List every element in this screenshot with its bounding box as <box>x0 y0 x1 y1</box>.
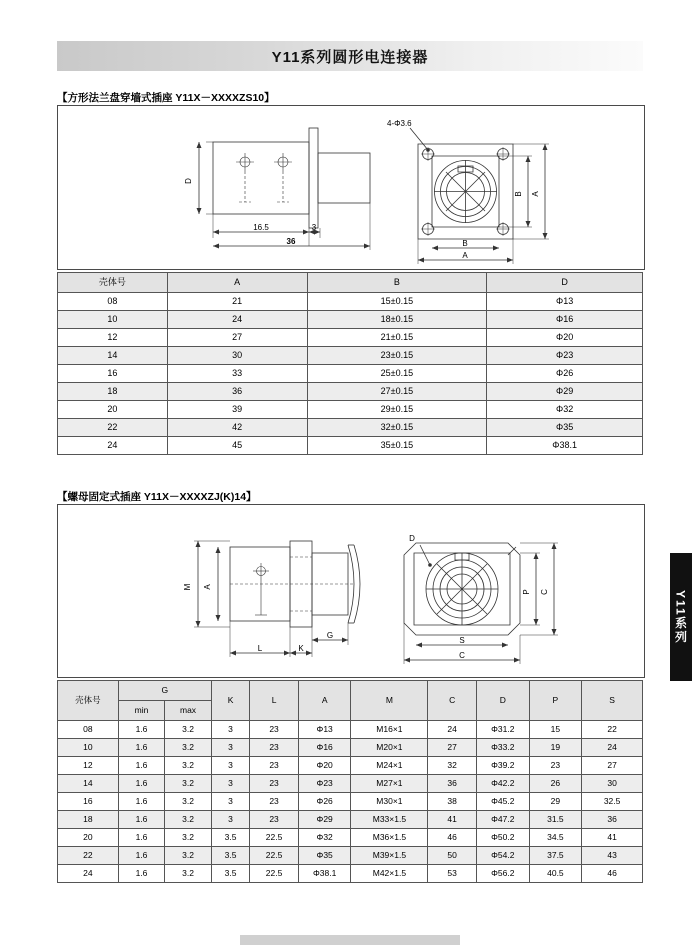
cell-k: 3 <box>211 757 249 775</box>
cell-p: 15 <box>529 721 582 739</box>
cell-a: 45 <box>167 437 307 455</box>
cell-a: Φ38.1 <box>298 865 351 883</box>
side-tab-label: Y11系列 <box>673 589 688 645</box>
cell-g-max: 3.2 <box>165 721 212 739</box>
cell-g-min: 1.6 <box>118 829 165 847</box>
cell-shell: 20 <box>58 401 168 419</box>
cell-shell: 24 <box>58 865 119 883</box>
cell-b: 27±0.15 <box>307 383 487 401</box>
cell-l: 23 <box>250 811 299 829</box>
cell-l: 23 <box>250 757 299 775</box>
cell-l: 23 <box>250 721 299 739</box>
page-title: Y11系列圆形电连接器 <box>271 48 429 66</box>
cell-p: 23 <box>529 757 582 775</box>
cell-a: Φ26 <box>298 793 351 811</box>
cell-l: 23 <box>250 793 299 811</box>
table-row <box>58 311 643 329</box>
cell-k: 3 <box>211 721 249 739</box>
label-A-horz: A <box>462 251 468 260</box>
page-header-banner <box>57 41 643 71</box>
cell-p: 37.5 <box>529 847 582 865</box>
table-nut-mount-dimensions <box>57 680 643 883</box>
cell-g-min: 1.6 <box>118 865 165 883</box>
cell-a: 27 <box>167 329 307 347</box>
cell-d: Φ31.2 <box>476 721 529 739</box>
cell-shell: 18 <box>58 383 168 401</box>
cell-g-min: 1.6 <box>118 739 165 757</box>
side-tab-series <box>670 553 692 681</box>
table-row <box>58 829 643 847</box>
cell-shell: 08 <box>58 721 119 739</box>
cell-k: 3 <box>211 775 249 793</box>
cell-a: Φ32 <box>298 829 351 847</box>
cell-m: M42×1.5 <box>351 865 428 883</box>
col-header-shell-2: 壳体号 <box>58 681 119 721</box>
cell-p: 19 <box>529 739 582 757</box>
cell-p: 31.5 <box>529 811 582 829</box>
table-row <box>58 847 643 865</box>
cell-a: Φ20 <box>298 757 351 775</box>
cell-g-max: 3.2 <box>165 793 212 811</box>
label-D-1: D <box>184 178 193 184</box>
table-row <box>58 293 643 311</box>
col-header-g: G <box>118 681 211 701</box>
cell-shell: 14 <box>58 775 119 793</box>
cell-d: Φ26 <box>487 365 643 383</box>
label-G: G <box>326 631 334 640</box>
section-title-1: 【方形法兰盘穿墙式插座 Y11X－XXXXZS10】 <box>57 92 275 104</box>
col-header-d: D <box>487 273 643 293</box>
cell-k: 3 <box>211 811 249 829</box>
table-row <box>58 401 643 419</box>
cell-a: Φ13 <box>298 721 351 739</box>
cell-d: Φ47.2 <box>476 811 529 829</box>
label-P: P <box>522 589 531 595</box>
cell-a: Φ16 <box>298 739 351 757</box>
cell-a: 21 <box>167 293 307 311</box>
cell-d: Φ23 <box>487 347 643 365</box>
cell-a: 42 <box>167 419 307 437</box>
cell-c: 32 <box>428 757 477 775</box>
cell-b: 23±0.15 <box>307 347 487 365</box>
section-title-2: 【螺母固定式插座 Y11X－XXXXZJ(K)14】 <box>57 491 257 503</box>
drawing-svg-1 <box>58 106 642 267</box>
cell-s: 27 <box>582 757 643 775</box>
cell-l: 22.5 <box>250 865 299 883</box>
table-row <box>58 347 643 365</box>
drawing-svg-2 <box>58 505 642 675</box>
table-row <box>58 365 643 383</box>
cell-d: Φ45.2 <box>476 793 529 811</box>
cell-g-max: 3.2 <box>165 865 212 883</box>
cell-d: Φ42.2 <box>476 775 529 793</box>
cell-p: 34.5 <box>529 829 582 847</box>
footer-bar <box>240 935 460 945</box>
col-header-k: K <box>211 681 249 721</box>
cell-shell: 10 <box>58 739 119 757</box>
col-header-c: C <box>428 681 477 721</box>
label-A-vert: A <box>531 191 540 197</box>
cell-a: 36 <box>167 383 307 401</box>
table-row <box>58 329 643 347</box>
cell-shell: 20 <box>58 829 119 847</box>
col-header-l: L <box>250 681 299 721</box>
cell-c: 24 <box>428 721 477 739</box>
cell-g-max: 3.2 <box>165 775 212 793</box>
cell-c: 46 <box>428 829 477 847</box>
cell-a: Φ23 <box>298 775 351 793</box>
label-A-2: A <box>203 584 212 590</box>
table-row <box>58 757 643 775</box>
cell-b: 35±0.15 <box>307 437 487 455</box>
cell-b: 18±0.15 <box>307 311 487 329</box>
cell-a: 24 <box>167 311 307 329</box>
cell-a: 30 <box>167 347 307 365</box>
label-S: S <box>459 636 465 645</box>
table-row <box>58 811 643 829</box>
cell-g-min: 1.6 <box>118 775 165 793</box>
cell-shell: 16 <box>58 365 168 383</box>
label-36: 36 <box>286 237 296 246</box>
col-header-b: B <box>307 273 487 293</box>
cell-s: 32.5 <box>582 793 643 811</box>
cell-c: 38 <box>428 793 477 811</box>
cell-g-min: 1.6 <box>118 721 165 739</box>
cell-b: 15±0.15 <box>307 293 487 311</box>
col-header-m: M <box>351 681 428 721</box>
table-row <box>58 775 643 793</box>
cell-shell: 22 <box>58 847 119 865</box>
cell-c: 53 <box>428 865 477 883</box>
table-row <box>58 437 643 455</box>
cell-m: M39×1.5 <box>351 847 428 865</box>
cell-p: 29 <box>529 793 582 811</box>
cell-shell: 12 <box>58 329 168 347</box>
label-3: 3 <box>311 223 317 232</box>
cell-d: Φ32 <box>487 401 643 419</box>
cell-g-min: 1.6 <box>118 757 165 775</box>
cell-d: Φ54.2 <box>476 847 529 865</box>
label-16.5: 16.5 <box>253 223 269 232</box>
col-header-a-2: A <box>298 681 351 721</box>
cell-d: Φ35 <box>487 419 643 437</box>
cell-shell: 12 <box>58 757 119 775</box>
cell-s: 22 <box>582 721 643 739</box>
col-header-g-max: max <box>165 701 212 721</box>
cell-shell: 10 <box>58 311 168 329</box>
col-header-g-min: min <box>118 701 165 721</box>
table-row <box>58 383 643 401</box>
cell-m: M27×1 <box>351 775 428 793</box>
label-M: M <box>183 583 192 591</box>
table-flange-socket-dimensions <box>57 272 643 455</box>
cell-d: Φ56.2 <box>476 865 529 883</box>
table-header-row <box>58 273 643 293</box>
cell-d: Φ29 <box>487 383 643 401</box>
cell-g-max: 3.2 <box>165 739 212 757</box>
label-4-phi3.6: 4-Φ3.6 <box>387 119 412 128</box>
label-L: L <box>257 644 263 653</box>
cell-l: 22.5 <box>250 829 299 847</box>
col-header-d-2: D <box>476 681 529 721</box>
cell-d: Φ16 <box>487 311 643 329</box>
table-row <box>58 739 643 757</box>
cell-g-min: 1.6 <box>118 847 165 865</box>
cell-g-min: 1.6 <box>118 811 165 829</box>
cell-shell: 18 <box>58 811 119 829</box>
cell-s: 46 <box>582 865 643 883</box>
cell-shell: 16 <box>58 793 119 811</box>
cell-a: 33 <box>167 365 307 383</box>
cell-k: 3.5 <box>211 829 249 847</box>
cell-shell: 24 <box>58 437 168 455</box>
cell-l: 22.5 <box>250 847 299 865</box>
cell-p: 26 <box>529 775 582 793</box>
drawing-panel-nut-mount-socket <box>57 504 645 678</box>
cell-c: 50 <box>428 847 477 865</box>
cell-k: 3.5 <box>211 865 249 883</box>
label-K: K <box>298 644 304 653</box>
col-header-p: P <box>529 681 582 721</box>
cell-m: M36×1.5 <box>351 829 428 847</box>
label-C-horz: C <box>459 651 465 660</box>
cell-m: M33×1.5 <box>351 811 428 829</box>
label-D-2: D <box>409 534 415 543</box>
cell-b: 29±0.15 <box>307 401 487 419</box>
cell-m: M30×1 <box>351 793 428 811</box>
cell-k: 3 <box>211 739 249 757</box>
cell-d: Φ38.1 <box>487 437 643 455</box>
cell-b: 32±0.15 <box>307 419 487 437</box>
cell-g-min: 1.6 <box>118 793 165 811</box>
col-header-s: S <box>582 681 643 721</box>
cell-s: 43 <box>582 847 643 865</box>
cell-shell: 22 <box>58 419 168 437</box>
cell-d: Φ33.2 <box>476 739 529 757</box>
drawing-panel-flange-socket <box>57 105 645 270</box>
cell-g-max: 3.2 <box>165 829 212 847</box>
cell-s: 36 <box>582 811 643 829</box>
label-C-vert: C <box>540 589 549 595</box>
cell-b: 21±0.15 <box>307 329 487 347</box>
cell-k: 3.5 <box>211 847 249 865</box>
table-row <box>58 721 643 739</box>
cell-l: 23 <box>250 739 299 757</box>
table-header-row-top <box>58 681 643 701</box>
cell-m: M20×1 <box>351 739 428 757</box>
cell-d: Φ39.2 <box>476 757 529 775</box>
cell-g-max: 3.2 <box>165 757 212 775</box>
table-row <box>58 419 643 437</box>
cell-a: Φ35 <box>298 847 351 865</box>
cell-b: 25±0.15 <box>307 365 487 383</box>
table-row <box>58 793 643 811</box>
label-B-vert: B <box>514 191 523 197</box>
cell-a: 39 <box>167 401 307 419</box>
cell-k: 3 <box>211 793 249 811</box>
cell-shell: 08 <box>58 293 168 311</box>
cell-shell: 14 <box>58 347 168 365</box>
cell-p: 40.5 <box>529 865 582 883</box>
col-header-a: A <box>167 273 307 293</box>
cell-g-max: 3.2 <box>165 811 212 829</box>
col-header-shell: 壳体号 <box>58 273 168 293</box>
cell-c: 36 <box>428 775 477 793</box>
cell-a: Φ29 <box>298 811 351 829</box>
cell-s: 30 <box>582 775 643 793</box>
cell-m: M16×1 <box>351 721 428 739</box>
table-row <box>58 865 643 883</box>
cell-g-max: 3.2 <box>165 847 212 865</box>
cell-m: M24×1 <box>351 757 428 775</box>
cell-c: 41 <box>428 811 477 829</box>
label-B-horz: B <box>462 239 468 248</box>
cell-d: Φ13 <box>487 293 643 311</box>
cell-d: Φ50.2 <box>476 829 529 847</box>
cell-l: 23 <box>250 775 299 793</box>
cell-c: 27 <box>428 739 477 757</box>
cell-s: 24 <box>582 739 643 757</box>
cell-s: 41 <box>582 829 643 847</box>
cell-d: Φ20 <box>487 329 643 347</box>
